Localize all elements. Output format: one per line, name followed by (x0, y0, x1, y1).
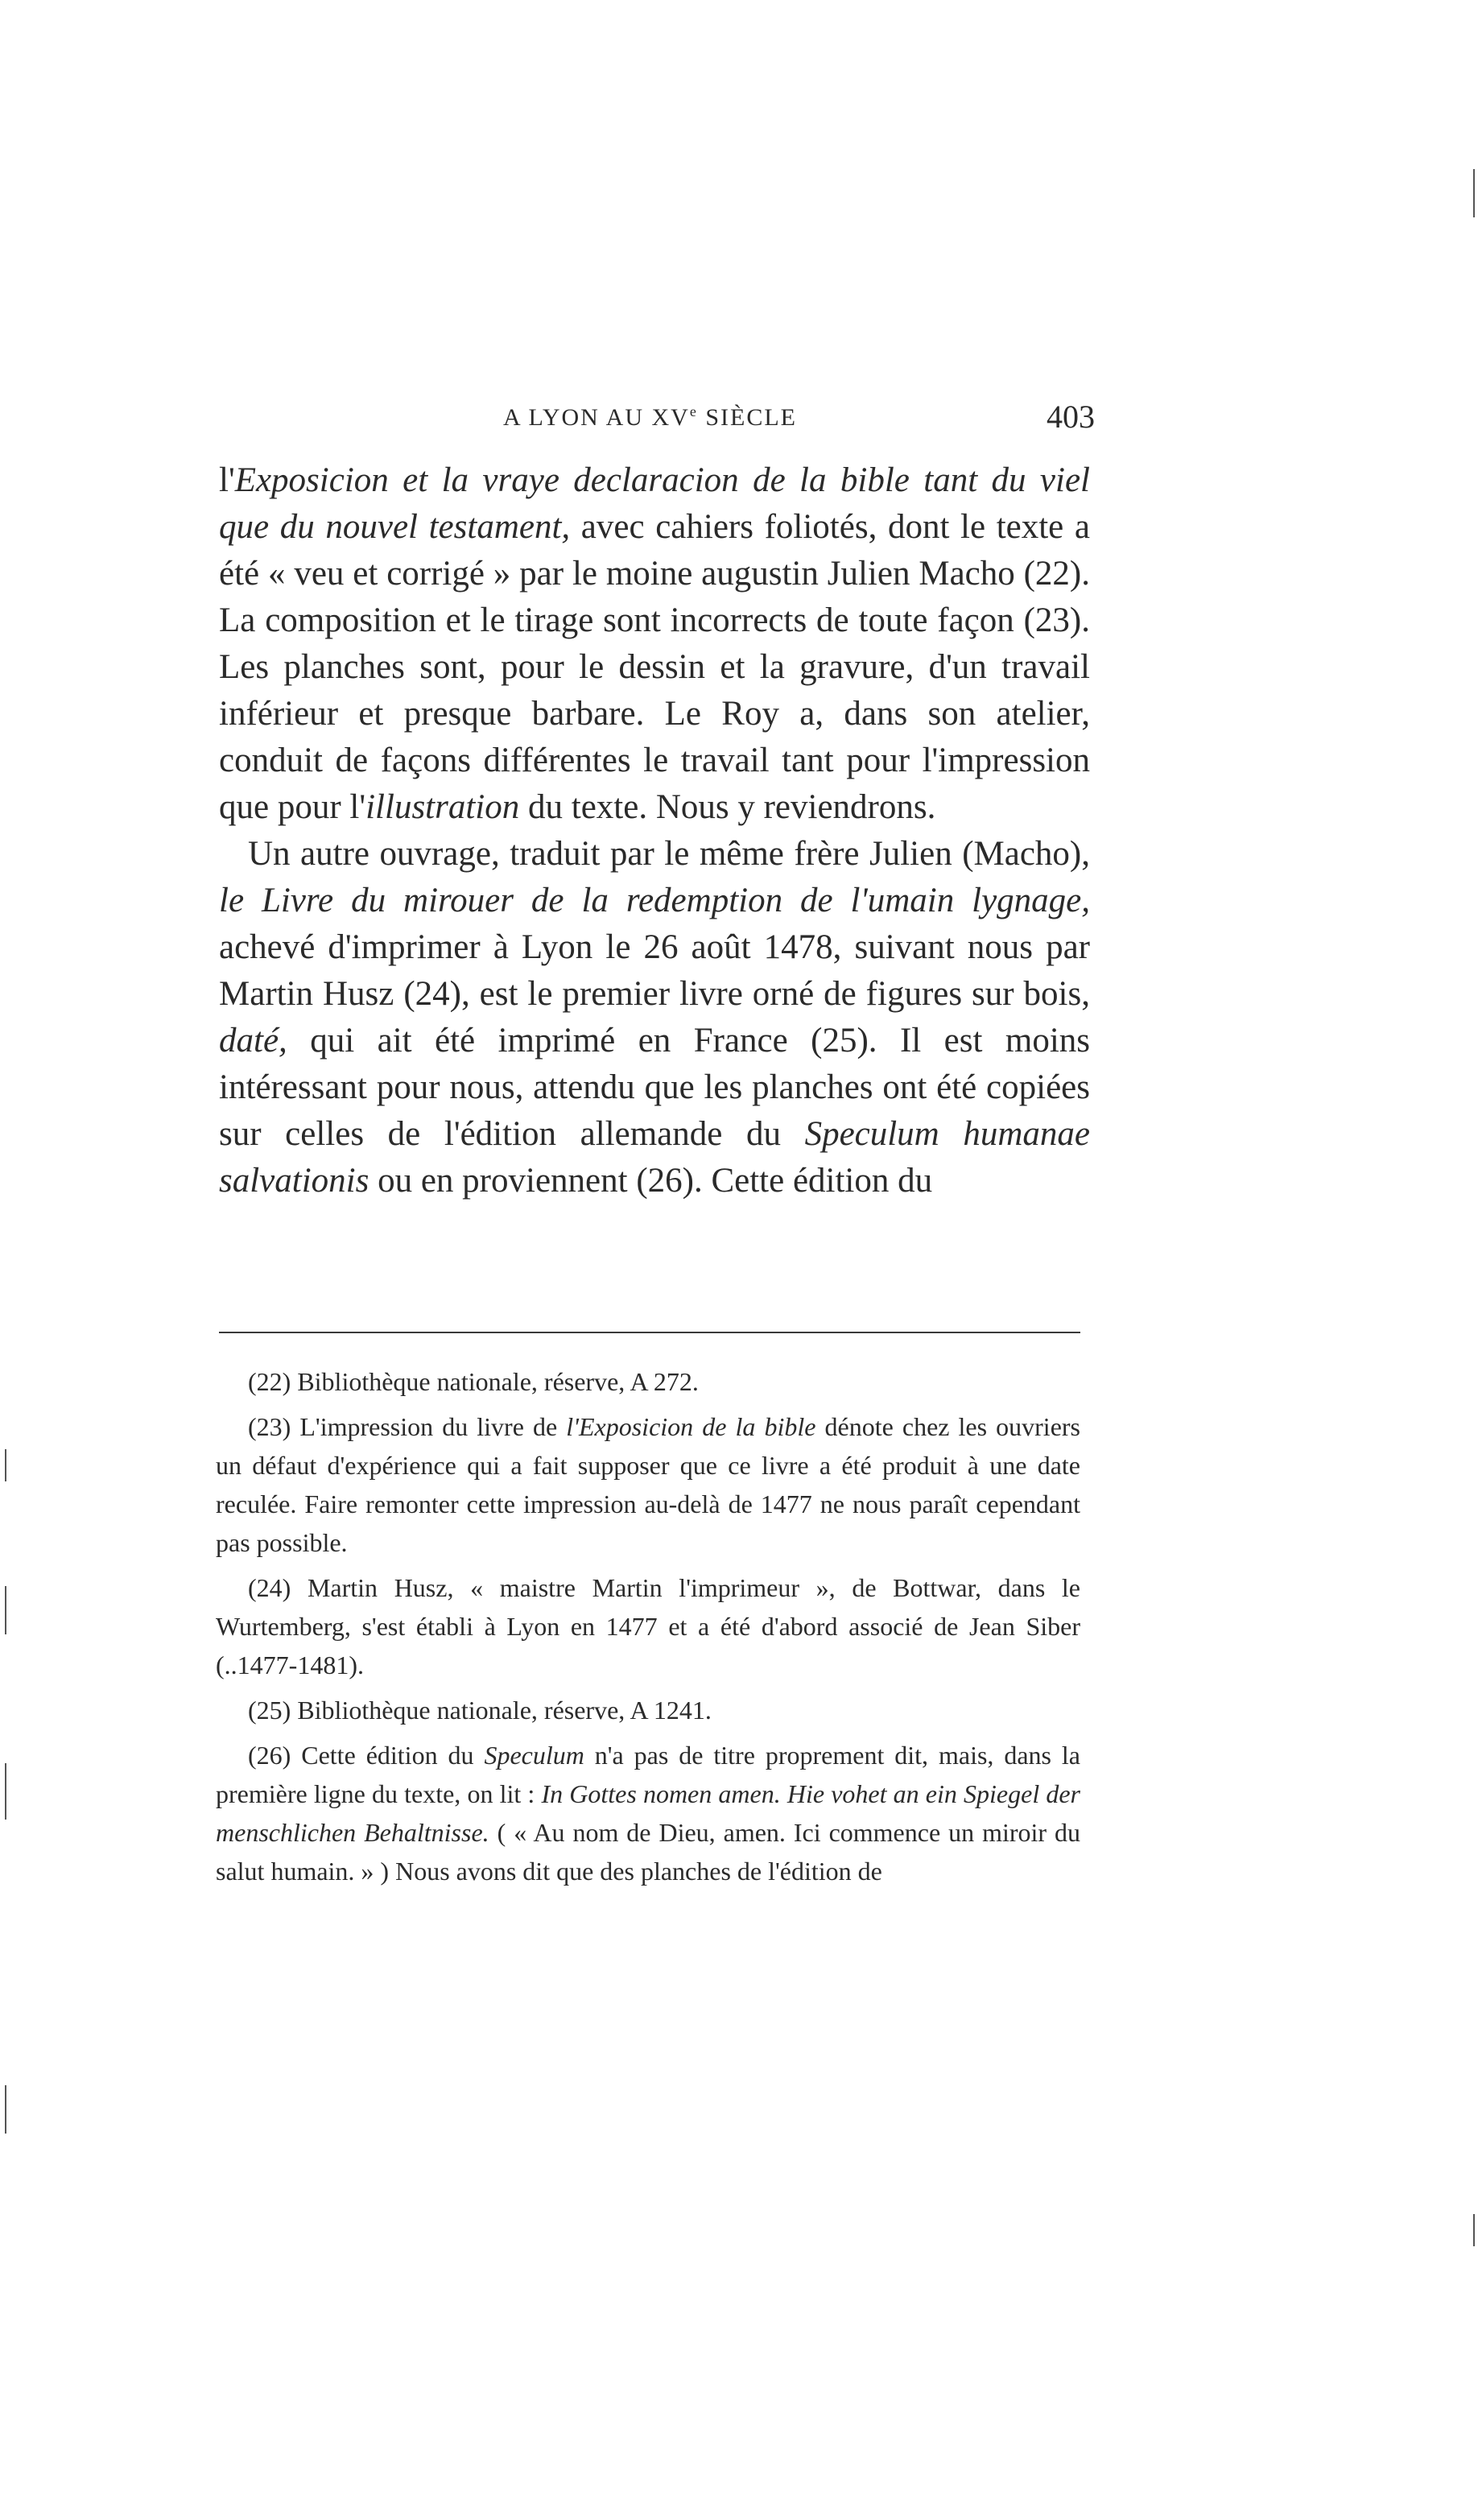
running-header (217, 393, 1095, 441)
text-run: (23) L'impression du livre de (248, 1412, 567, 1441)
running-title-text: A LYON AU XV (503, 404, 690, 431)
scan-margin-mark (5, 1763, 6, 1820)
italic-title: Exposicion et la vraye declaracion de la bible tant du viel que du nouvel testament, (219, 461, 1090, 546)
footnote-23 (216, 1407, 1080, 1562)
text-run: n'a pas de titre proprement dit, mais, dans la première ligne du texte, on lit : (216, 1741, 1081, 1808)
text-run: dénote chez les ouvriers un défaut d'expérience qui a fait supposer que ce livre a été produit à une date reculée. Faire remonter cette impression au-delà de 1477 ne nous paraît cependant pas possible. (216, 1412, 1081, 1557)
paragraph-2 (219, 831, 1090, 1204)
text-run: avec cahiers foliotés, dont le texte a été « veu et corrigé » par le moine augustin Julien Macho (22). La composition et le tirage sont incorrects de toute façon (23). Les planches sont, pour le dessin et la gravure, d'un travail inférieur et presque barbare. Le Roy a, dans son atelier, conduit de façons différentes le travail tant pour l'impression que pour l' (219, 508, 1090, 826)
text-run: achevé d'imprimer à Lyon le 26 août 1478, suivant nous par Martin Husz (24), est le premier livre orné de figures sur bois, (219, 928, 1090, 1013)
italic-quote: In Gottes nomen amen. Hie vohet an ein Spiegel der menschlichen Behaltnisse. (216, 1779, 1081, 1847)
scan-margin-mark (5, 2085, 6, 2134)
text-run: du texte. Nous y reviendrons. (519, 788, 936, 826)
italic-title: le Livre du mirouer de la redemption de l'umain lygnage, (219, 882, 1090, 919)
italic-word: illustration (365, 788, 520, 826)
footnote-22: (22) Bibliothèque nationale, réserve, A 272. (248, 1367, 699, 1396)
footnote-26 (216, 1736, 1080, 1890)
italic-title: Speculum humanae salvationis (219, 1115, 1090, 1200)
italic-title: Speculum (484, 1741, 584, 1770)
italic-word: daté, (219, 1022, 287, 1060)
text-run: ( « Au nom de Dieu, amen. Ici commence un miroir du salut humain. » ) Nous avons dit que des planches de l'édition de (216, 1818, 1080, 1886)
main-text (219, 457, 1090, 1204)
text-run: (26) Cette édition du (248, 1741, 485, 1770)
page-number: 403 (1047, 399, 1095, 435)
footnote-24: (24) Martin Husz, « maistre Martin l'imprimeur », de Bottwar, dans le Wurtemberg, s'est établi à Lyon en 1477 et a été d'abord associé de Jean Siber (..1477-1481). (216, 1573, 1080, 1679)
footnote-25: (25) Bibliothèque nationale, réserve, A 1241. (248, 1696, 712, 1725)
running-title-end: SIÈCLE (697, 404, 798, 431)
footnotes (216, 1362, 1080, 1897)
scan-margin-mark (5, 1449, 6, 1481)
scan-margin-mark (5, 1586, 6, 1634)
footnote-separator (219, 1332, 1080, 1333)
scan-margin-mark (1473, 2214, 1475, 2246)
text-run: Un autre ouvrage, traduit par le même frère Julien (Macho), (248, 835, 1090, 873)
text-run: qui ait été imprimé en France (25). Il est moins intéressant pour nous, attendu que les planches ont été copiées sur celles de l'édition allemande du (219, 1022, 1090, 1153)
text-run: l' (219, 461, 235, 499)
text-run: ou en proviennent (26). Cette édition du (369, 1162, 933, 1200)
century-superscript: e (689, 403, 698, 419)
italic-title: l'Exposicion de la bible (566, 1412, 816, 1441)
paragraph-1 (219, 457, 1090, 831)
scan-margin-mark (1473, 169, 1475, 217)
running-title (503, 404, 797, 432)
